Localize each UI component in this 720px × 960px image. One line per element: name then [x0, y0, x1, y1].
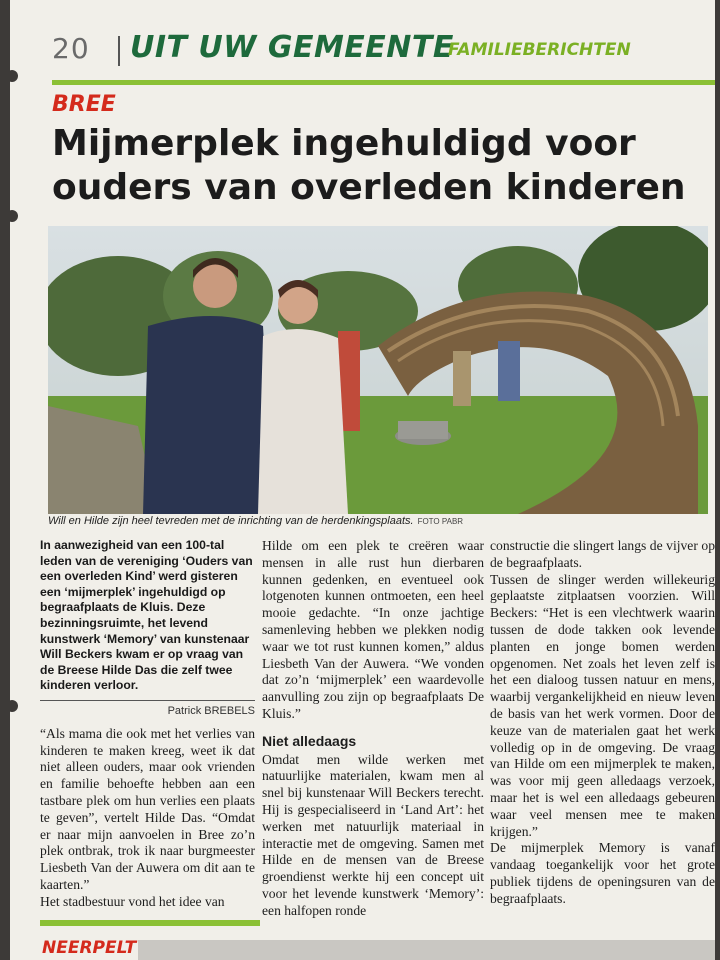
article-headline: Mijmerplek ingehuldigd voor ouders van overleden kinderen [52, 123, 686, 208]
article-photo [48, 226, 708, 514]
section-title: UIT UW GEMEENTE [130, 30, 454, 65]
binder-hole [10, 210, 18, 222]
caption-text: Will en Hilde zijn heel tevreden met de inrichting van de herdenkingsplaats. [48, 515, 414, 527]
paragraph: Het stadbestuur vond het idee van [40, 893, 225, 909]
footer-rule [40, 920, 260, 926]
header-divider [118, 36, 120, 66]
paragraph: constructie die slingert langs de vijver op de begraafplaats. [490, 538, 715, 570]
paragraph: Omdat men wilde werken met natuurlijke materialen, kwam men al snel bij kunstenaar Will Beckers terecht. Hij is gespecialiseerd in ‘Land Art’: het werken met natuurlijk materiaal in interactie met de omgeving. Samen met Hilde en de mensen van de Breese groendienst werkte hij een concept uit voor het levende kunstwerk ‘Memory’: een halfopen ronde [262, 751, 484, 918]
photo-caption [48, 515, 708, 527]
page-header [10, 18, 715, 84]
article-column-3 [490, 538, 715, 908]
page-number: 20 [52, 32, 90, 65]
newspaper-page [10, 0, 715, 960]
next-section-label: NEERPELT [42, 938, 137, 958]
byline-rule [40, 700, 255, 701]
binder-hole [10, 700, 18, 712]
article-intro: In aanwezigheid van een 100-tal leden van de vereniging ‘Ouders van een overleden Kind’ werd gisteren een ‘mijmerplek’ ingehuldigd op begraafplaats de Kluis. Deze bezinningsruimte, het levend kunstwerk ‘Memory’ van kunstenaar Will Beckers kwam er op vraag van de Breese Hilde Das die zelf twee kinderen verloor. [40, 538, 253, 693]
article-subheading: Niet alledaags [262, 732, 357, 749]
photo-credit: FOTO PABR [417, 517, 464, 526]
article-location: BREE [52, 92, 116, 117]
section-subtitle: FAMILIEBERICHTEN [448, 40, 631, 60]
paragraph: Tussen de slinger werden willekeurig geplaatste zitplaatsen voorzien. Will Beckers: “Het is een vlechtwerk waarin tussen de dode takken ook levende planten en jonge bomen werden opgenomen. Net zoals het leven zelf is het een dialoog tussen natuur en mens, waarbij vergankelijkheid en nieuw leven de basis van het werk vormen. Door de keuze van de materialen gaat het werk volledig op in de omgeving. De vraag van Hilde om een mijmerplek te maken, was voor mij geen alledaags verzoek, maar het is wel een alledaags gebeuren waar veel mensen mee te maken krijgen.” [490, 571, 715, 839]
paragraph: De mijmerplek Memory is vanaf vandaag toegankelijk voor het grote publiek tijdens de openingsuren van de begraafplaats. [490, 840, 715, 906]
article-column-2 [262, 538, 484, 920]
header-rule [52, 80, 715, 85]
paragraph: “Als mama die ook met het verlies van kinderen te maken kreeg, weet ik dat niet alleen ouders, maar ook vrienden en familie behoefte hebben aan een tastbare plek om hun verlies een plaats te geven”, vertelt Hilde Das. “Omdat er naar mijn aanvoelen in Bree zo’n plek ontbrak, trok ik naar burgmeester Liesbeth Van der Auwera om dit aan te kaarten.” [40, 725, 255, 892]
paragraph: Hilde om een plek te creëren waar mensen in alle rust hun dierbaren kunnen gedenken, en eventueel ook lotgenoten kunnen ontmoeten, een heel mooie gedachte. “In onze jachtige samenleving hebben we plekken nodig waar we tot rust kunnen komen,” aldus Liesbeth Van der Auwera. “We vonden dat zo’n ‘mijmerplek’ een waardevolle aanvulling zou zijn op begraafplaats De Kluis.” [262, 538, 484, 721]
next-section-bar [138, 940, 715, 960]
article-author: Patrick BREBELS [167, 704, 255, 717]
article-column-1 [40, 538, 255, 911]
